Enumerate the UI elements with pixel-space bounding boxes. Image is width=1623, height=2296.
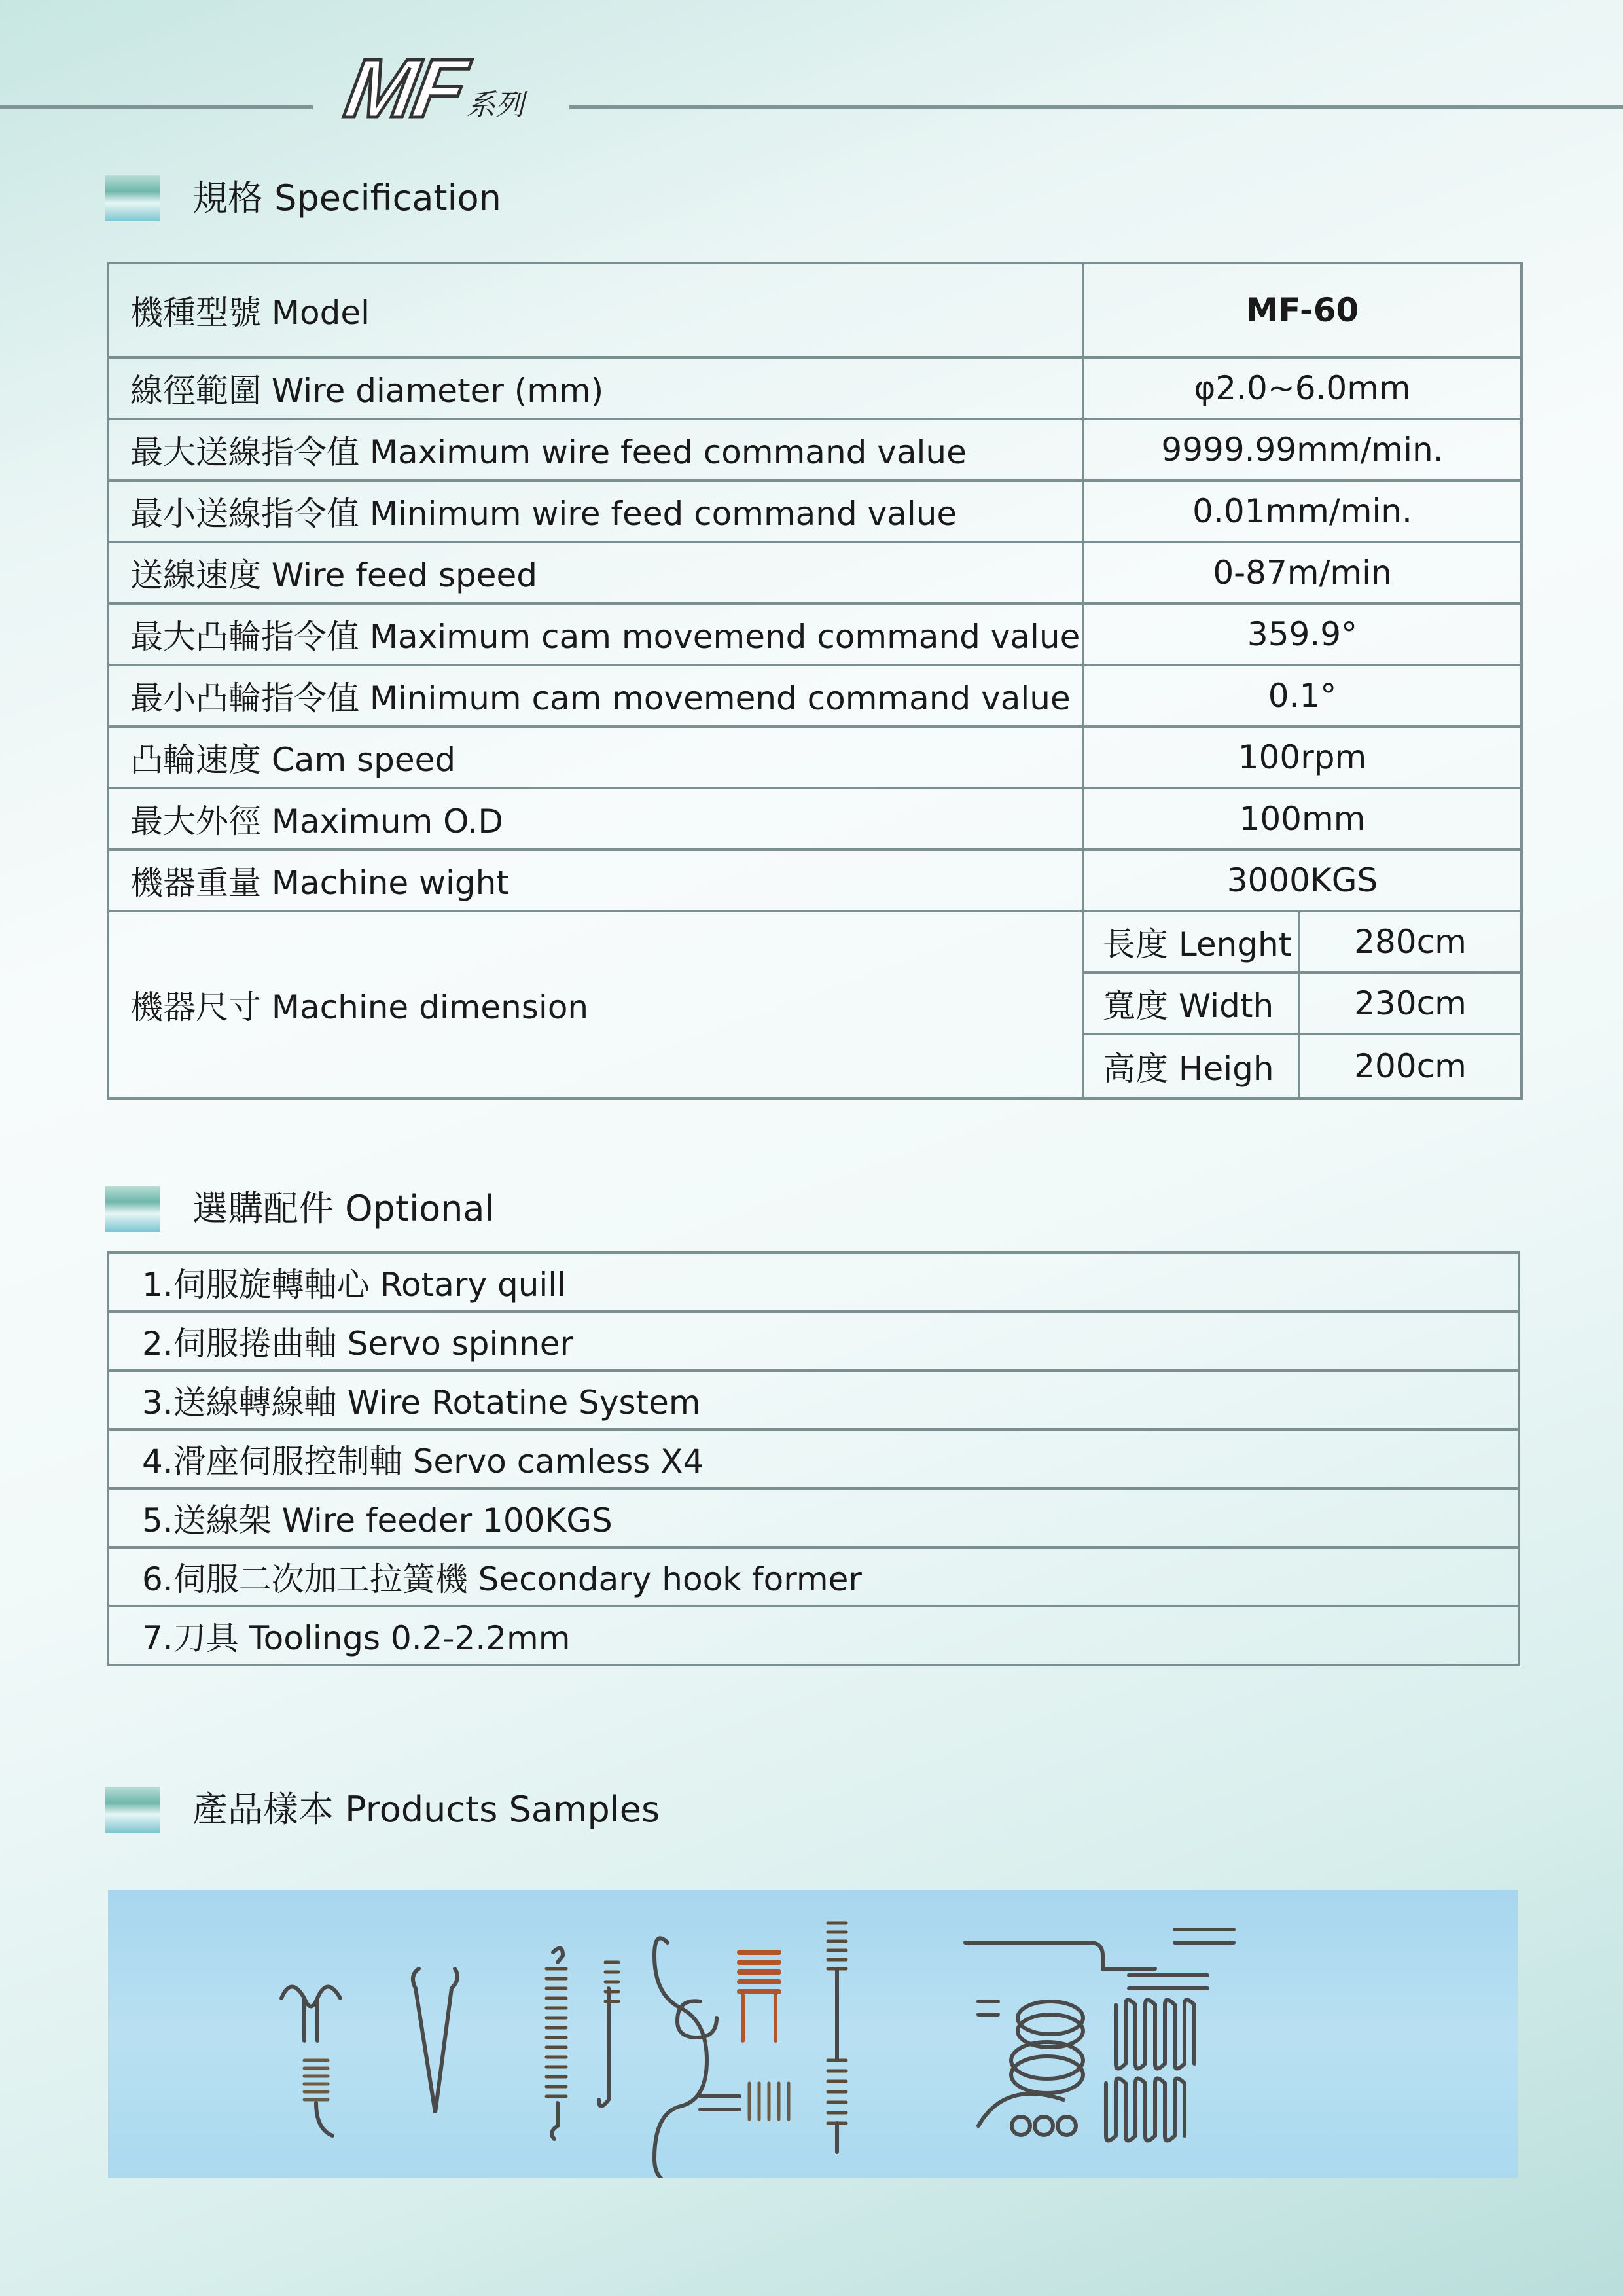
- table-row: [108, 788, 1522, 850]
- optional-item: 4.滑座伺服控制軸 Servo camless X4: [108, 1429, 1519, 1488]
- products-samples-image: [108, 1890, 1518, 2178]
- spec-value: 3000KGS: [1083, 850, 1522, 911]
- table-row: [108, 419, 1522, 480]
- dimension-value: 230cm: [1299, 973, 1522, 1034]
- spec-label: 最小送線指令值 Minimum wire feed command value: [108, 480, 1083, 542]
- optional-item: 6.伺服二次加工拉簧機 Secondary hook former: [108, 1547, 1519, 1606]
- dimension-label: 寬度 Width: [1083, 973, 1299, 1034]
- spec-value: 359.9°: [1083, 603, 1522, 665]
- table-row: [108, 1429, 1519, 1488]
- section-bar-icon: [105, 1787, 160, 1833]
- spec-value: φ2.0~6.0mm: [1083, 357, 1522, 419]
- spec-value: 0.1°: [1083, 665, 1522, 726]
- spec-label: 凸輪速度 Cam speed: [108, 726, 1083, 788]
- optional-item: 5.送線架 Wire feeder 100KGS: [108, 1488, 1519, 1547]
- table-row: [108, 1312, 1519, 1371]
- optional-item: 1.伺服旋轉軸心 Rotary quill: [108, 1253, 1519, 1312]
- series-logo: MF: [338, 42, 471, 135]
- spec-label: 線徑範圍 Wire diameter (mm): [108, 357, 1083, 419]
- table-row: [108, 911, 1522, 973]
- series-title: [338, 42, 524, 135]
- samples-section-title: 產品樣本 Products Samples: [192, 1789, 660, 1830]
- spec-value: MF-60: [1083, 263, 1522, 357]
- spec-value: 100mm: [1083, 788, 1522, 850]
- spec-label: 機器重量 Machine wight: [108, 850, 1083, 911]
- optional-item: 3.送線轉線軸 Wire Rotatine System: [108, 1371, 1519, 1429]
- spec-label: 最小凸輪指令值 Minimum cam movemend command value: [108, 665, 1083, 726]
- dimension-value: 200cm: [1299, 1034, 1522, 1098]
- header-rule-left: [0, 105, 313, 109]
- table-row: [108, 1606, 1519, 1665]
- dimension-label: 高度 Heigh: [1083, 1034, 1299, 1098]
- spec-label: 最大外徑 Maximum O.D: [108, 788, 1083, 850]
- optional-section-title: 選購配件 Optional: [192, 1188, 495, 1229]
- table-row: [108, 1253, 1519, 1312]
- spec-table: [107, 262, 1523, 1100]
- spec-value: 0.01mm/min.: [1083, 480, 1522, 542]
- spring-samples-illustration: [108, 1890, 1518, 2178]
- optional-item: 7.刀具 Toolings 0.2-2.2mm: [108, 1606, 1519, 1665]
- table-row: [108, 665, 1522, 726]
- spec-label: 最大送線指令值 Maximum wire feed command value: [108, 419, 1083, 480]
- table-row: [108, 850, 1522, 911]
- spec-label: 最大凸輪指令值 Maximum cam movemend command value: [108, 603, 1083, 665]
- optional-item: 2.伺服捲曲軸 Servo spinner: [108, 1312, 1519, 1371]
- spec-label: 機種型號 Model: [108, 263, 1083, 357]
- optional-section-header: [105, 1186, 494, 1232]
- table-row: [108, 603, 1522, 665]
- header-rule-right: [569, 105, 1623, 109]
- optional-table: [107, 1251, 1520, 1666]
- dimension-label: 長度 Lenght: [1083, 911, 1299, 973]
- samples-section-header: [105, 1787, 660, 1833]
- spec-label: 送線速度 Wire feed speed: [108, 542, 1083, 603]
- table-row: [108, 1547, 1519, 1606]
- spec-section-title: 規格 Specification: [192, 177, 501, 219]
- table-row: [108, 1488, 1519, 1547]
- spec-value: 0-87m/min: [1083, 542, 1522, 603]
- table-row: [108, 357, 1522, 419]
- dimension-value: 280cm: [1299, 911, 1522, 973]
- spec-value: 9999.99mm/min.: [1083, 419, 1522, 480]
- table-row: [108, 480, 1522, 542]
- table-row: [108, 1371, 1519, 1429]
- spec-value: 100rpm: [1083, 726, 1522, 788]
- table-row: [108, 542, 1522, 603]
- section-bar-icon: [105, 175, 160, 221]
- section-bar-icon: [105, 1186, 160, 1232]
- spec-label: 機器尺寸 Machine dimension: [108, 911, 1083, 1098]
- spec-section-header: [105, 175, 501, 221]
- series-suffix: 系列: [466, 88, 524, 122]
- table-row: [108, 726, 1522, 788]
- table-row: [108, 263, 1522, 357]
